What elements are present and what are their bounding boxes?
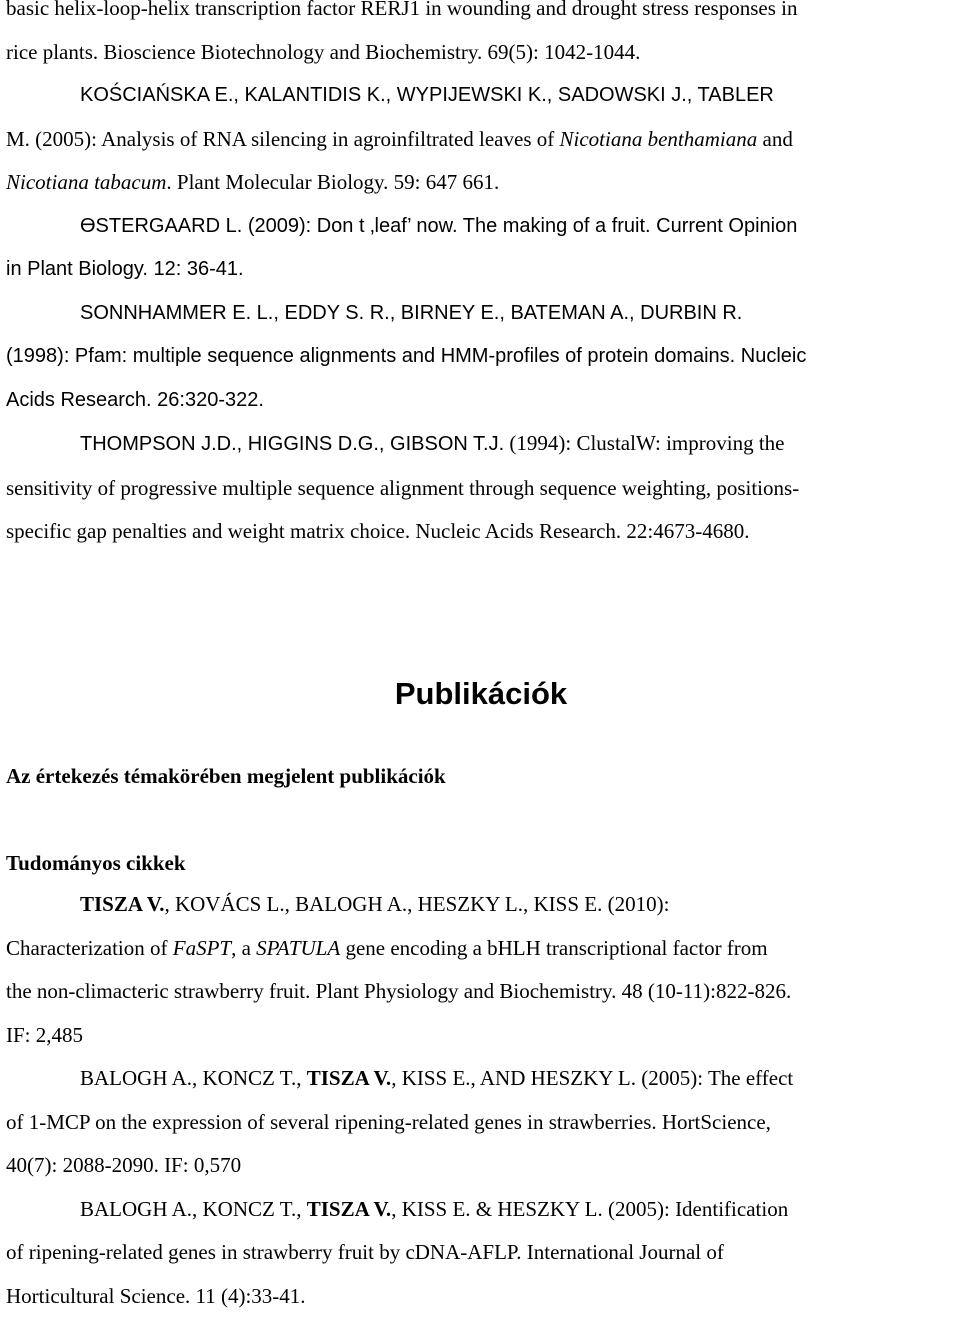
gene-name: SPATULA	[256, 936, 340, 960]
reference-text: M. (2005): Analysis of RNA silencing in agroinfiltrated leaves of	[6, 127, 560, 151]
publication-line: of 1-MCP on the expression of several ripening-related genes in strawberries. HortScience,	[6, 1101, 956, 1145]
publication-text: , KOVÁCS L., BALOGH A., HESZKY L., KISS E. (2010):	[164, 892, 669, 916]
reference-line: ӨSTERGAARD L. (2009): Don t ‚leaf’ now. The making of a fruit. Current Opinion	[6, 205, 956, 249]
reference-list	[6, 0, 956, 554]
species-name: Nicotiana benthamiana	[560, 127, 758, 151]
publication-text: , KISS E. & HESZKY L. (2005): Identification	[391, 1197, 788, 1221]
publication-authors	[6, 883, 956, 927]
reference-line: Acids Research. 26:320-322.	[6, 379, 956, 423]
reference-line	[6, 118, 956, 162]
publication-list	[6, 883, 956, 1318]
publication-line: 40(7): 2088-2090. IF: 0,570	[6, 1144, 956, 1188]
publication-line: of ripening-related genes in strawberry fruit by cDNA-AFLP. International Journal of	[6, 1231, 956, 1275]
subsubsection-title: Tudományos cikkek	[6, 843, 186, 883]
publication-text: Characterization of	[6, 936, 173, 960]
publication-text: , KISS E., AND HESZKY L. (2005): The effect	[391, 1066, 793, 1090]
reference-line: rice plants. Bioscience Biotechnology and Biochemistry. 69(5): 1042-1044.	[6, 31, 956, 75]
reference-text: (1994): ClustalW: improving the	[504, 431, 784, 455]
publication-authors	[6, 1057, 956, 1101]
reference-line: specific gap penalties and weight matrix choice. Nucleic Acids Research. 22:4673-4680.	[6, 510, 956, 554]
subsection-title: Az értekezés témakörében megjelent publikációk	[6, 756, 446, 796]
section-title: Publikációk	[6, 672, 956, 716]
highlighted-author: TISZA V.	[80, 892, 164, 916]
reference-text: and	[757, 127, 793, 151]
publication-line: the non-climacteric strawberry fruit. Plant Physiology and Biochemistry. 48 (10-11):822-826.	[6, 970, 956, 1014]
reference-line: in Plant Biology. 12: 36-41.	[6, 248, 956, 292]
gene-name: FaSPT	[173, 936, 231, 960]
reference-authors: KOŚCIAŃSKA E., KALANTIDIS K., WYPIJEWSKI K., SADOWSKI J., TABLER	[6, 74, 956, 118]
publication-line	[6, 927, 956, 971]
reference-line: sensitivity of progressive multiple sequence alignment through sequence weighting, positions-	[6, 467, 956, 511]
publication-text: BALOGH A., KONCZ T.,	[80, 1197, 307, 1221]
species-name: Nicotiana tabacum	[6, 170, 166, 194]
publication-text: gene encoding a bHLH transcriptional factor from	[340, 936, 767, 960]
reference-line	[6, 422, 956, 467]
reference-text: . Plant Molecular Biology. 59: 647 661.	[166, 170, 499, 194]
reference-line	[6, 161, 956, 205]
publication-line: Horticultural Science. 11 (4):33-41.	[6, 1275, 956, 1318]
reference-authors: THOMPSON J.D., HIGGINS D.G., GIBSON T.J.	[80, 433, 504, 455]
publication-text: , a	[231, 936, 256, 960]
reference-line: basic helix-loop-helix transcription factor RERJ1 in wounding and drought stress responses in	[6, 0, 956, 31]
reference-line: (1998): Pfam: multiple sequence alignments and HMM-profiles of protein domains. Nucleic	[6, 335, 956, 379]
highlighted-author: TISZA V.	[307, 1066, 391, 1090]
publication-authors	[6, 1188, 956, 1232]
reference-authors: SONNHAMMER E. L., EDDY S. R., BIRNEY E., BATEMAN A., DURBIN R.	[6, 292, 956, 336]
highlighted-author: TISZA V.	[307, 1197, 391, 1221]
impact-factor: IF: 2,485	[6, 1014, 956, 1058]
publication-text: BALOGH A., KONCZ T.,	[80, 1066, 307, 1090]
